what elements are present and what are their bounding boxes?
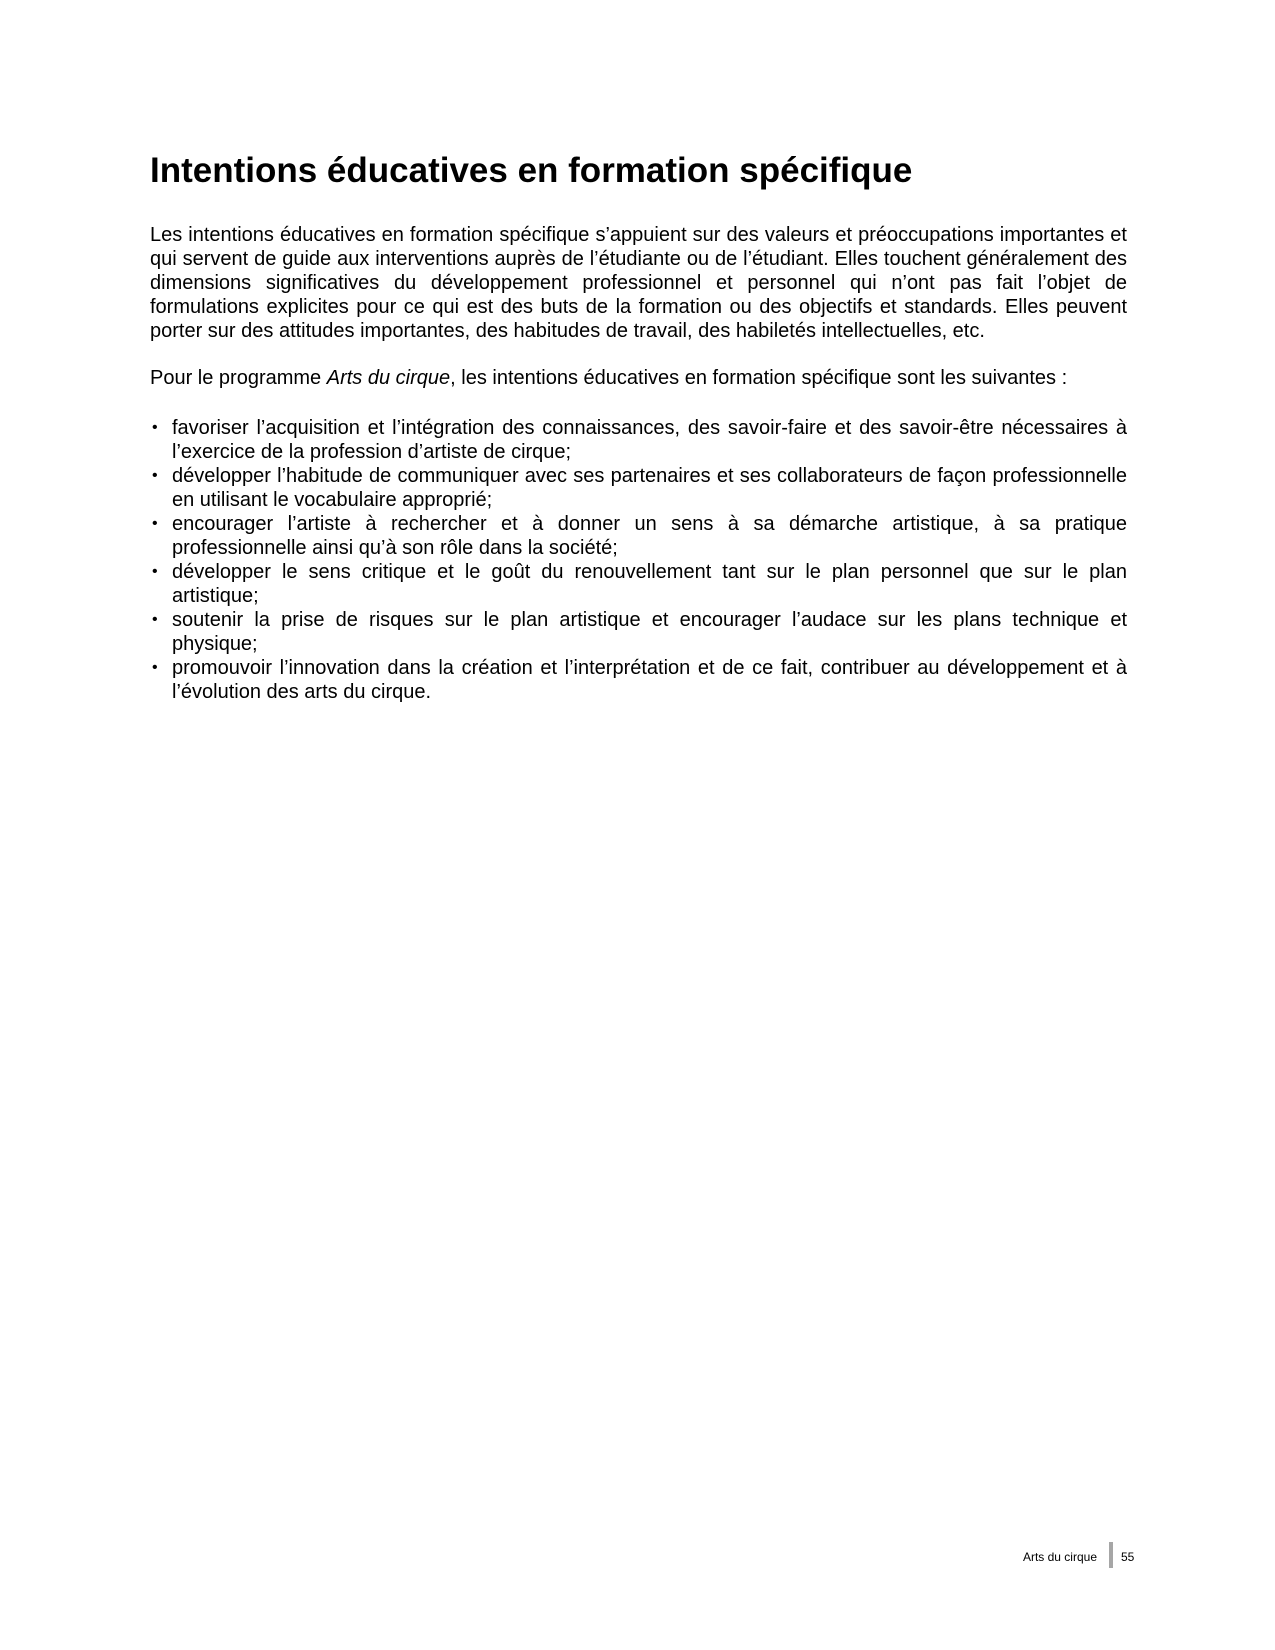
list-item [150,608,1127,656]
bullet-icon: • [152,563,158,580]
list-item-text: encourager l’artiste à rechercher et à donner un sens à sa démarche artistique, à sa pratique professionnelle ainsi qu’à son rôle dans la société; [172,513,1127,559]
intentions-list [150,416,1127,704]
page-number: 55 [1121,1550,1135,1564]
bullet-icon: • [152,515,158,532]
page-content [150,150,1127,704]
list-item [150,560,1127,608]
page-title: Intentions éducatives en formation spécifique [150,151,913,190]
list-item [150,416,1127,464]
program-name: Arts du cirque [326,367,451,389]
bullet-icon: • [152,659,158,676]
bullet-icon: • [152,611,158,628]
list-item-text: favoriser l’acquisition et l’intégration des connaissances, des savoir-faire et des savoir-être nécessaires à l’exercice de la profession d’artiste de cirque; [172,417,1127,463]
lead-paragraph [150,366,1127,390]
bullet-icon: • [152,467,158,484]
list-item [150,656,1127,704]
list-item [150,512,1127,560]
list-item-text: promouvoir l’innovation dans la création et l’interprétation et de ce fait, contribuer au développement et à l’évolution des arts du cirque. [172,657,1127,703]
list-item [150,464,1127,512]
list-item-text: développer le sens critique et le goût du renouvellement tant sur le plan personnel que sur le plan artistique; [172,561,1127,607]
footer-title: Arts du cirque [1022,1550,1097,1564]
list-item-text: soutenir la prise de risques sur le plan artistique et encourager l’audace sur les plans technique et physique; [172,609,1127,655]
lead-text-after: , les intentions éducatives en formation spécifique sont les suivantes : [450,367,1068,389]
list-item-text: développer l’habitude de communiquer avec ses partenaires et ses collaborateurs de façon professionnelle en utilisant le vocabulaire approprié; [172,465,1127,511]
page-footer [1000,1542,1140,1568]
bullet-icon: • [152,419,158,436]
footer-divider [1109,1542,1113,1568]
intro-paragraph: Les intentions éducatives en formation spécifique s’appuient sur des valeurs et préoccupations importantes et qui servent de guide aux interventions auprès de l’étudiante ou de l’étudiant. Elles touchent généralement des dimensions significatives du développement professionnel et personnel qui n’ont pas fait l’objet de formulations explicites pour ce qui est des buts de la formation ou des objectifs et standards. Elles peuvent porter sur des attitudes importantes, des habitudes de travail, des habiletés intellectuelles, etc. [150,224,1127,342]
lead-text-before: Pour le programme [150,367,327,389]
